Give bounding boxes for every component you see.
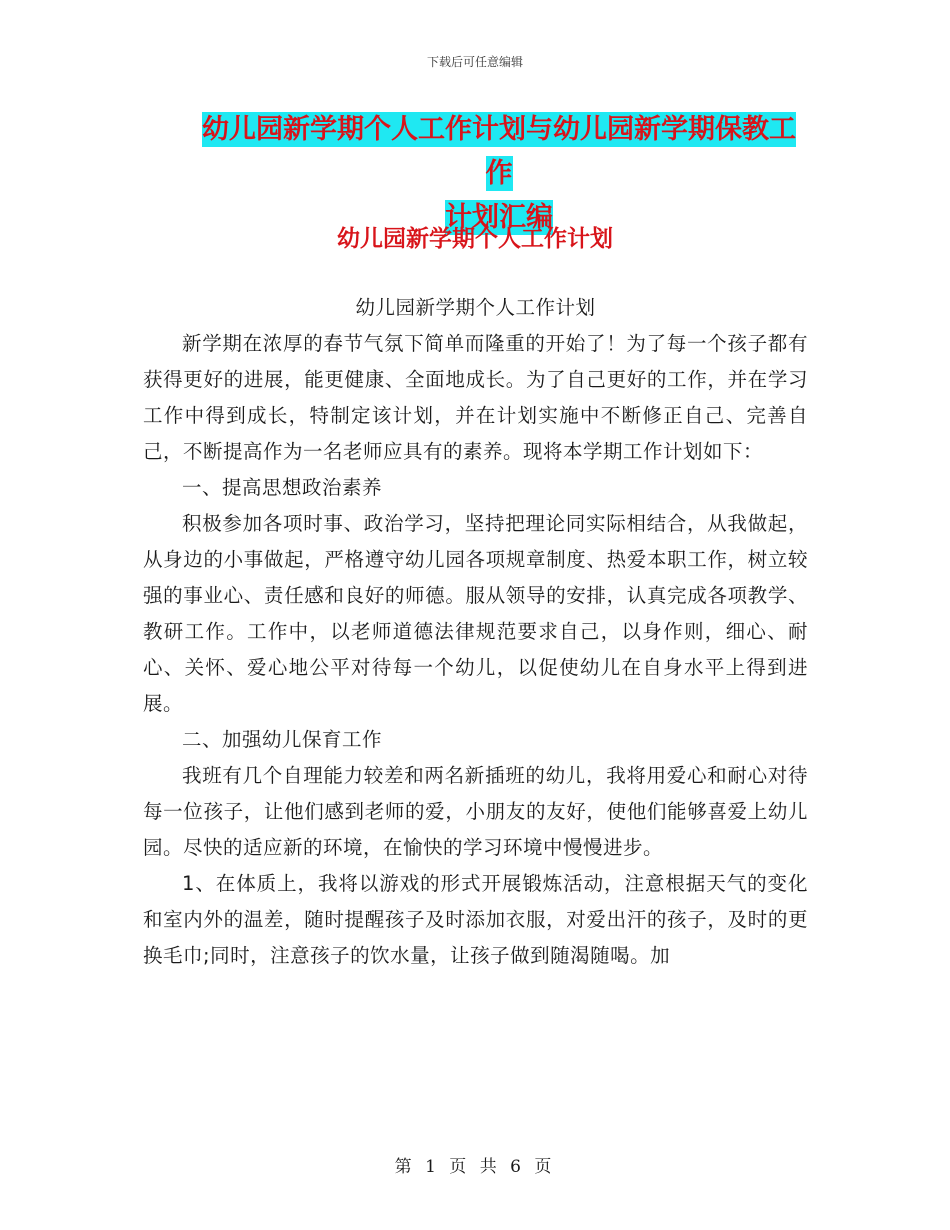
subheading-paragraph: 幼儿园新学期个人工作计划 bbox=[355, 296, 596, 319]
point-two-paragraph: 我班有几个自理能力较差和两名新插班的幼儿，我将用爱心和耐心对待每一位孩子，让他们感到老师的爱，小朋友的友好，使他们能够喜爱上幼儿园。尽快的适应新的环境，在愉快的学习环境中慢慢进步。 bbox=[143, 764, 808, 859]
point-two-heading: 二、加强幼儿保育工作 bbox=[182, 728, 383, 751]
intro-paragraph: 新学期在浓厚的春节气氛下简单而隆重的开始了！为了每一个孩子都有获得更好的进展，能更健康、全面地成长。为了自己更好的工作，并在学习工作中得到成长，特制定该计划，并在计划实施中不断修正自己、完善自己，不断提高作为一名老师应具有的素养。现将本学期工作计划如下： bbox=[143, 332, 808, 463]
body-text bbox=[143, 290, 808, 974]
section-heading: 幼儿园新学期个人工作计划 bbox=[337, 226, 613, 252]
point-one-heading: 一、提高思想政治素养 bbox=[182, 476, 383, 499]
page-footer: 第 1 页 共 6 页 bbox=[394, 1157, 556, 1177]
document-title-line1: 幼儿园新学期个人工作计划与幼儿园新学期保教工作 bbox=[202, 114, 796, 189]
document-title-line2: 计划汇编 bbox=[445, 202, 553, 233]
item-one-paragraph: 1、在体质上，我将以游戏的形式开展锻炼活动，注意根据天气的变化和室内外的温差，随时提醒孩子及时添加衣服，对爱出汗的孩子，及时的更换毛巾;同时，注意孩子的饮水量，让孩子做到随渴随喝。加 bbox=[143, 872, 808, 967]
point-one-paragraph: 积极参加各项时事、政治学习，坚持把理论同实际相结合，从我做起，从身边的小事做起，严格遵守幼儿园各项规章制度、热爱本职工作，树立较强的事业心、责任感和良好的师德。服从领导的安排，认真完成各项教学、教研工作。工作中，以老师道德法律规范要求自己，以身作则，细心、耐心、关怀、爱心地公平对待每一个幼儿，以促使幼儿在自身水平上得到进展。 bbox=[143, 512, 808, 715]
header-note: 下载后可任意编辑 bbox=[426, 55, 523, 69]
